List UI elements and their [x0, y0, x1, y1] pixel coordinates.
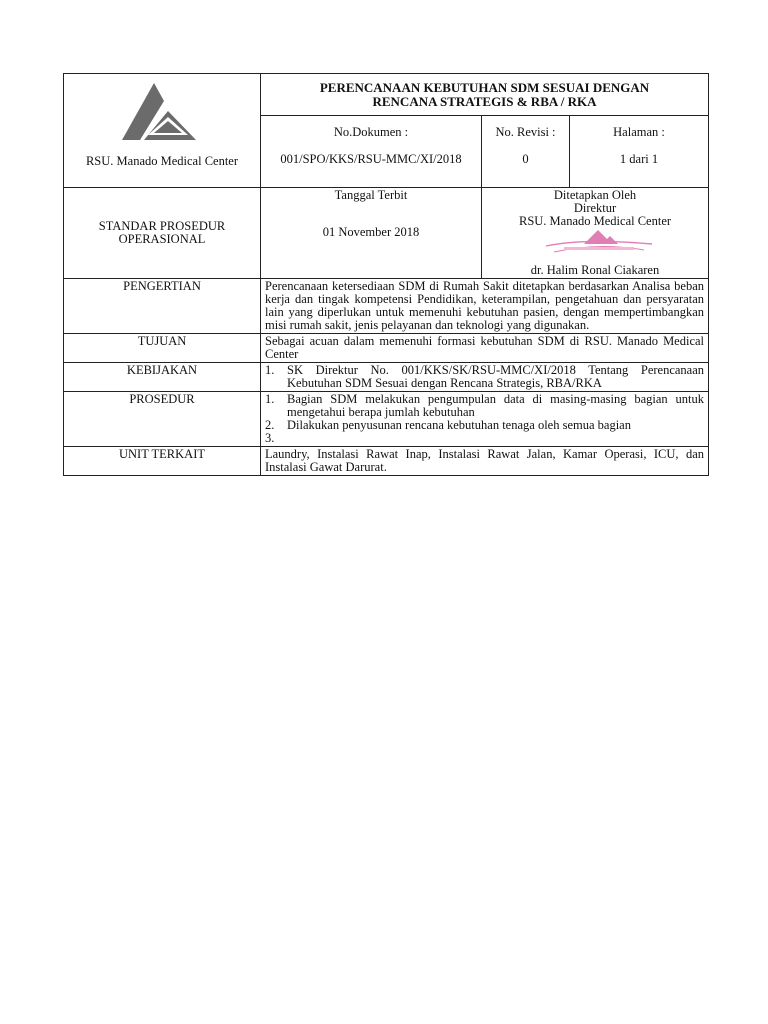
- list-item: [265, 432, 704, 445]
- hospital-name: RSU. Manado Medical Center: [85, 154, 239, 168]
- kebijakan-content: [261, 363, 709, 392]
- section-row-unit-terkait: [64, 447, 709, 476]
- page-value: 1 dari 1: [619, 152, 659, 166]
- prosedur-label: PROSEDUR: [64, 392, 261, 447]
- spo-label-line-1: STANDAR PROSEDUR: [98, 219, 226, 233]
- pengertian-text: Perencanaan ketersediaan SDM di Rumah Sakit ditetapkan berdasarkan Analisa beban kerja dan tingak kompetensi Pendidikan, keterampilan, pengetahuan dan persyaratan lain yang diperlukan untuk memenuhi kebutuhan pasien, dengan mempertimbangkan misi rumah sakit, jenis pelayanan dan teknologi yang digunakan.: [261, 279, 709, 334]
- stamp-logo-icon: [544, 228, 654, 262]
- signature-stamp: [486, 228, 704, 264]
- revision-label: No. Revisi :: [495, 125, 556, 139]
- title-line-1: PERENCANAAN KEBUTUHAN SDM SESUAI DENGAN: [319, 79, 650, 95]
- spo-label-cell: [64, 188, 261, 279]
- list-item: [265, 393, 704, 419]
- list-item: [265, 419, 704, 432]
- approved-by: Ditetapkan Oleh: [553, 188, 637, 202]
- page-cell: [570, 116, 709, 188]
- doc-number-cell: [261, 116, 482, 188]
- list-item-text: SK Direktur No. 001/KKS/SK/RSU-MMC/XI/2018 Tentang Perencanaan Kebutuhan SDM Sesuai dengan Rencana Strategis, RBA/RKA: [287, 363, 705, 390]
- list-item-text: Bagian SDM melakukan pengumpulan data di masing-masing bagian untuk mengetahui berapa jumlah kebutuhan: [287, 392, 705, 419]
- issue-date-label: Tanggal Terbit: [334, 188, 408, 202]
- list-item-text: Dilakukan penyusunan rencana kebutuhan tenaga oleh semua bagian: [287, 418, 631, 432]
- list-item-number: 2.: [265, 418, 275, 432]
- kebijakan-label: KEBIJAKAN: [64, 363, 261, 392]
- unit-terkait-text: Laundry, Instalasi Rawat Inap, Instalasi Rawat Jalan, Kamar Operasi, ICU, dan Instalasi Gawat Darurat.: [261, 447, 709, 476]
- pengertian-label: PENGERTIAN: [64, 279, 261, 334]
- approved-title: Direktur: [573, 201, 617, 215]
- page-label: Halaman :: [613, 125, 665, 139]
- spo-document-table: [63, 73, 709, 476]
- header-title-row: [64, 74, 709, 116]
- kebijakan-list: [265, 364, 704, 390]
- section-row-pengertian: [64, 279, 709, 334]
- logo-cell: [64, 74, 261, 188]
- issue-date-cell: [261, 188, 482, 279]
- document-title: [261, 74, 709, 116]
- list-item-number: 1.: [265, 363, 275, 377]
- prosedur-list: [265, 393, 704, 445]
- hospital-logo: [120, 77, 198, 143]
- section-row-prosedur: [64, 392, 709, 447]
- list-item: [265, 364, 704, 390]
- section-row-tujuan: [64, 334, 709, 363]
- signer-name: dr. Halim Ronal Ciakaren: [530, 263, 660, 277]
- revision-cell: [482, 116, 570, 188]
- section-row-kebijakan: [64, 363, 709, 392]
- issue-date-value: 01 November 2018: [322, 225, 420, 239]
- title-line-2: RENCANA STRATEGIS & RBA / RKA: [372, 93, 597, 109]
- list-item-number: 3.: [265, 431, 275, 445]
- unit-terkait-label: UNIT TERKAIT: [64, 447, 261, 476]
- spo-info-row: [64, 188, 709, 279]
- doc-number-value: 001/SPO/KKS/RSU-MMC/XI/2018: [280, 152, 462, 166]
- doc-number-label: No.Dokumen :: [333, 125, 409, 139]
- tujuan-label: TUJUAN: [64, 334, 261, 363]
- list-item-number: 1.: [265, 392, 275, 406]
- approval-cell: [482, 188, 709, 279]
- spo-label-line-2: OPERASIONAL: [118, 232, 206, 246]
- approved-org: RSU. Manado Medical Center: [518, 214, 672, 228]
- tujuan-text: Sebagai acuan dalam memenuhi formasi kebutuhan SDM di RSU. Manado Medical Center: [261, 334, 709, 363]
- revision-value: 0: [522, 152, 529, 166]
- prosedur-content: [261, 392, 709, 447]
